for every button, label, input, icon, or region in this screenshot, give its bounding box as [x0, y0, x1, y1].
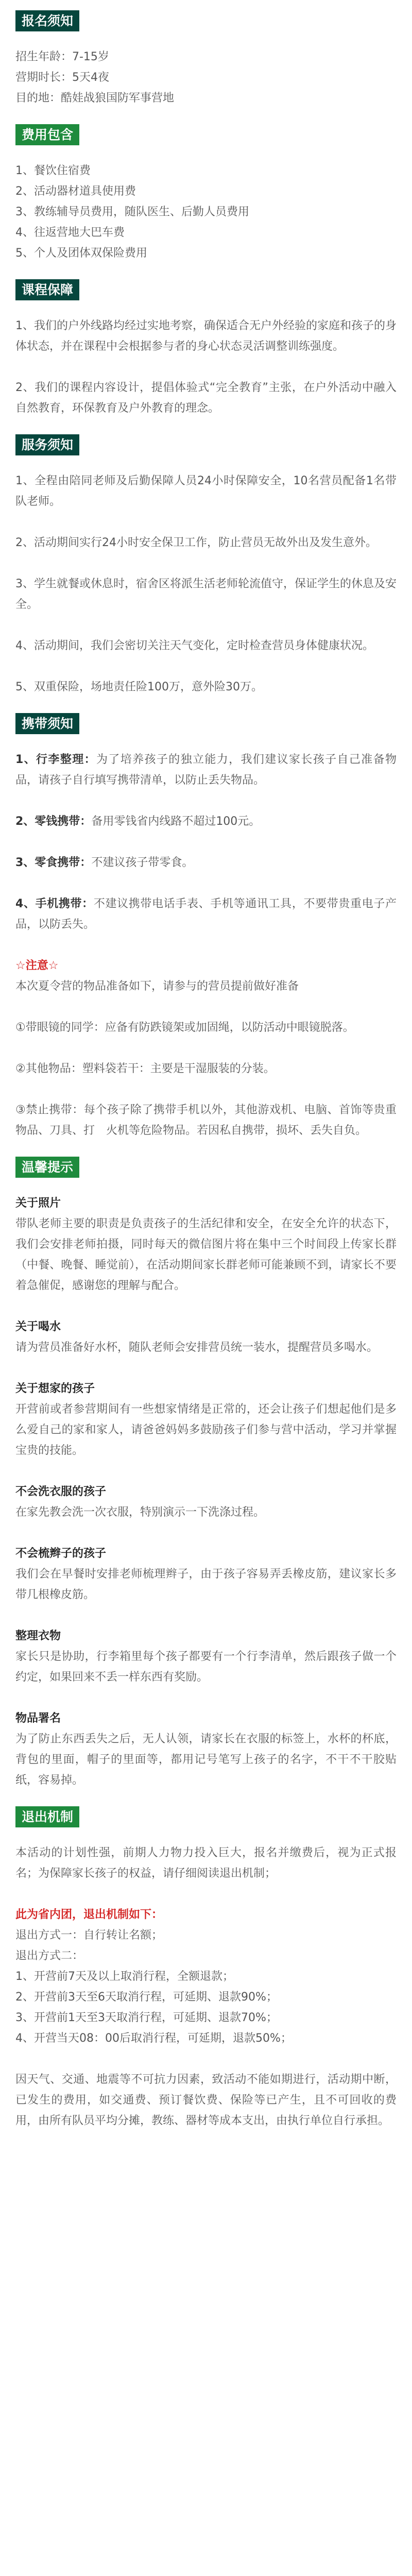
warm-tips-header: 温馨提示	[15, 1157, 79, 1178]
carry-item-text: 不建议孩子带零食。	[91, 856, 194, 869]
refund-closing: 因天气、交通、地震等不可抗力因素，致活动不能如期进行，活动期中断，已发生的费用，如交通费、预订餐饮费、保险等已产生，且不可回收的费用，由所有队员平均分摊，教练、器材等成本支出，由执行单位自行承担。	[15, 2073, 397, 2127]
service-paragraph: 1、全程由陪同老师及后勤保障人员24小时保障安全，10名营员配备1名带队老师。	[15, 474, 397, 508]
carry-item-label: 2、零钱携带：	[15, 815, 92, 828]
notice-item: ③禁止携带：每个孩子除了携带手机以外，其他游戏机、电脑、首饰等贵重物品、刀具、打 火机等危险物品。若因私自携带，损坏、丢失自负。	[15, 1104, 397, 1137]
tip-body: 带队老师主要的职责是负责孩子的生活纪律和安全，在安全允许的状态下，我们会安排老师拍摄，同时每天的微信图片将在集中三个时间段上传家长群（中餐、晚餐、睡觉前），在活动期间家长群老师可能兼顾不到，请家长不要着急催促，感谢您的理解与配合。	[15, 1217, 397, 1292]
tip-title: 整理衣物	[15, 1630, 61, 1642]
refund-method-1: 退出方式一：自行转让名额；	[15, 1929, 163, 1942]
tip-block	[15, 1193, 397, 1296]
tip-body: 请为营员准备好水杯，随队老师会安排营员统一装水，提醒营员多喝水。	[15, 1341, 379, 1354]
refund-method-2: 退出方式二：	[15, 1950, 84, 1962]
fee-item: 4、往返营地大巴车费	[15, 226, 125, 239]
tip-title: 关于照片	[15, 1197, 61, 1210]
carry-item-text: 不建议携带电话手表、手机等通讯工具，不要带贵重电子产品，以防丢失。	[15, 897, 397, 931]
carry-item-label: 1、行李整理：	[15, 753, 96, 766]
tip-block	[15, 1544, 397, 1605]
guarantee-paragraph: 1、我们的户外线路均经过实地考察，确保适合无户外经验的家庭和孩子的身体状态，并在课程中会根据参与者的身心状态灵活调整训练强度。	[15, 319, 397, 353]
destination-line: 目的地：酷娃战狼国防军事营地	[15, 92, 175, 105]
notice-intro: 本次夏令营的物品准备如下，请参与的营员提前做好准备	[15, 980, 299, 993]
notice-item: ②其他物品：塑料袋若干：主要是干湿服装的分装。	[15, 1062, 275, 1075]
course-guarantee-section	[15, 279, 397, 419]
tip-block	[15, 1708, 397, 1791]
warm-tips-section	[15, 1157, 397, 1791]
fee-item: 3、教练辅导员费用，随队医生、后勤人员费用	[15, 206, 249, 218]
tip-body: 我们会在早餐时安排老师梳理辫子，由于孩子容易弄丢橡皮筋，建议家长多带几根橡皮筋。	[15, 1568, 397, 1601]
refund-intro: 本活动的计划性强，前期人力物力投入巨大，报名并缴费后，视为正式报名；为保障家长孩子的权益，请仔细阅读退出机制；	[15, 1846, 397, 1880]
tip-block	[15, 1317, 397, 1358]
tip-title: 不会洗衣服的孩子	[15, 1485, 107, 1498]
refund-rule: 4、开营当天08：00后取消行程，可延期，退款50%；	[15, 2032, 292, 2045]
tip-block	[15, 1482, 397, 1523]
service-paragraph: 5、双重保险，场地责任险100万，意外险30万。	[15, 681, 263, 693]
notice-item: ①带眼镜的同学：应备有防跌镜架或加固绳，以防活动中眼镜脱落。	[15, 1021, 354, 1034]
service-notes-section	[15, 434, 397, 698]
carry-item-text: 备用零钱省内线路不超过100元。	[91, 815, 261, 828]
fee-item: 1、餐饮住宿费	[15, 164, 91, 177]
refund-header: 退出机制	[15, 1806, 79, 1827]
registration-header: 报名须知	[15, 10, 79, 31]
carry-notes-section	[15, 713, 397, 1141]
refund-rule: 1、开营前7天及以上取消行程，全额退款；	[15, 1970, 234, 1983]
service-paragraph: 4、活动期间，我们会密切关注天气变化，定时检查营员身体健康状况。	[15, 639, 374, 652]
tip-block	[15, 1626, 397, 1688]
tip-title: 不会梳辫子的孩子	[15, 1547, 107, 1560]
service-paragraph: 2、活动期间实行24小时安全保卫工作，防止营员无故外出及发生意外。	[15, 536, 377, 549]
carry-item	[15, 853, 397, 873]
fee-includes-section	[15, 124, 397, 264]
service-paragraph: 3、学生就餐或休息时，宿舍区将派生活老师轮流值守，保证学生的休息及安全。	[15, 578, 397, 611]
carry-notes-header: 携带须知	[15, 713, 79, 734]
tip-title: 关于想家的孩子	[15, 1382, 95, 1395]
duration-line: 营期时长：5天4夜	[15, 71, 109, 84]
tip-block	[15, 1379, 397, 1461]
tip-title: 关于喝水	[15, 1320, 61, 1333]
tip-body: 为了防止东西丢失之后，无人认领，请家长在衣服的标签上，水杯的杯底，背包的里面，帽子的里面等，都用记号笔写上孩子的名字，不干不干胶贴纸，容易掉。	[15, 1733, 397, 1787]
tip-body: 在家先教会洗一次衣服，特别演示一下洗涤过程。	[15, 1506, 265, 1519]
service-notes-header: 服务须知	[15, 434, 79, 455]
carry-item	[15, 894, 397, 935]
age-line: 招生年龄：7-15岁	[15, 50, 109, 63]
carry-item	[15, 811, 397, 832]
fee-includes-header: 费用包含	[15, 124, 79, 145]
refund-rule: 3、开营前1天至3天取消行程，可延期、退款70%；	[15, 2011, 278, 2024]
carry-item-text: 为了培养孩子的独立能力，我们建议家长孩子自己准备物品，请孩子自行填写携带清单，以防止丢失物品。	[15, 753, 397, 787]
refund-rule: 2、开营前3天至6天取消行程，可延期、退款90%；	[15, 1991, 278, 2004]
fee-item: 5、个人及团体双保险费用	[15, 247, 147, 260]
carry-item-label: 4、手机携带：	[15, 897, 94, 910]
refund-red-title: 此为省内团，退出机制如下：	[15, 1908, 163, 1921]
tip-body: 开营前或者参营期间有一些想家情绪是正常的，还会让孩子们想起他们是多么爱自己的家和家人，请爸爸妈妈多鼓励孩子们参与营中活动，学习并掌握宝贵的技能。	[15, 1403, 397, 1457]
tip-title: 物品署名	[15, 1712, 61, 1725]
course-guarantee-header: 课程保障	[15, 279, 79, 300]
notice-title: ☆注意☆	[15, 959, 59, 972]
registration-section	[15, 10, 397, 109]
carry-item	[15, 750, 397, 791]
fee-item: 2、活动器材道具使用费	[15, 185, 136, 198]
refund-section	[15, 1806, 397, 2131]
carry-item-label: 3、零食携带：	[15, 856, 92, 869]
guarantee-paragraph: 2、我们的课程内容设计，提倡体验式“完全教育”主张，在户外活动中融入自然教育，环保教育及户外教育的理念。	[15, 381, 397, 415]
tip-body: 家长只是协助，行李箱里每个孩子都要有一个行李清单，然后跟孩子做一个约定，如果回来不丢一样东西有奖励。	[15, 1650, 397, 1684]
